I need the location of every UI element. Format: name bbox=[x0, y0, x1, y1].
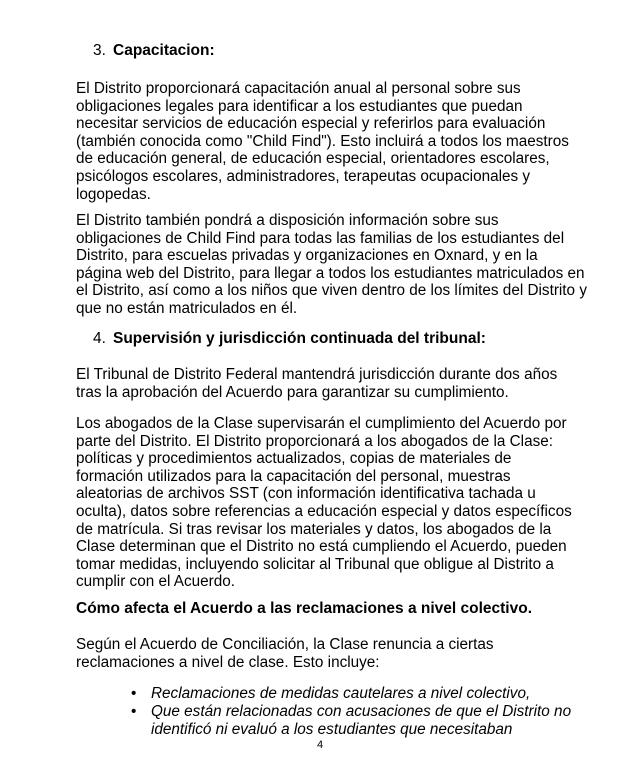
text-line: Según el Acuerdo de Conciliación, la Clase renuncia a ciertas bbox=[76, 636, 494, 653]
text-line: de matrícula. Si tras revisar los materiales y datos, los abogados de la bbox=[76, 520, 552, 538]
section-3-heading bbox=[93, 42, 215, 60]
text-line: reclamaciones a nivel de clase. Esto incluye: bbox=[76, 653, 380, 671]
bullet-marker: • bbox=[131, 703, 137, 720]
text-line: logopedas. bbox=[76, 185, 151, 203]
text-line: Clase determinan que el Distrito no está cumpliendo el Acuerdo, pueden bbox=[76, 538, 567, 556]
section-4-number: 4. bbox=[93, 330, 106, 347]
text-line: el Distrito, así como a los niños que viven dentro de los límites del Distrito y bbox=[76, 282, 587, 300]
list-item-text: identificó ni evaluó a los estudiantes que necesitaban bbox=[151, 721, 513, 738]
text-line: Distrito, para escuelas privadas y organizaciones en Oxnard, y en la bbox=[76, 247, 538, 265]
text-line: formación utilizados para la capacitación del personal, muestras bbox=[76, 467, 511, 485]
text-line: políticas y procedimientos actualizados, copias de materiales de bbox=[76, 450, 512, 468]
class-claims-heading: Cómo afecta el Acuerdo a las reclamaciones a nivel colectivo. bbox=[76, 600, 533, 617]
text-line: Los abogados de la Clase supervisarán el cumplimiento del Acuerdo por bbox=[76, 415, 567, 432]
section-3-title: Capacitacion: bbox=[113, 42, 215, 59]
paragraph-training bbox=[76, 80, 576, 203]
text-line: tras la aprobación del Acuerdo para garantizar su cumplimiento. bbox=[76, 383, 509, 401]
text-line: aleatorias de archivos SST (con información identificativa tachada u bbox=[76, 485, 536, 503]
paragraph-child-find-info bbox=[76, 212, 587, 318]
list-item bbox=[128, 703, 572, 739]
text-line: tomar medidas, incluyendo solicitar al Tribunal que obligue al Distrito a bbox=[76, 555, 554, 573]
paragraph-release bbox=[76, 636, 576, 671]
list-item-text: Que están relacionadas con acusaciones de que el Distrito no bbox=[151, 703, 572, 720]
paragraph-monitoring bbox=[76, 415, 576, 591]
text-line: oculta), datos sobre referencias a educación especial y datos específicos bbox=[76, 502, 572, 520]
text-line: obligaciones legales para identificar a los estudiantes que puedan bbox=[76, 97, 523, 115]
text-line: (también conocida como "Child Find"). Esto incluirá a todos los maestros bbox=[76, 132, 569, 150]
text-line: psicólogos escolares, administradores, terapeutas ocupacionales y bbox=[76, 167, 531, 185]
text-line: El Distrito también pondrá a disposición información sobre sus bbox=[76, 212, 499, 229]
released-claims-list bbox=[128, 685, 572, 739]
text-line: de educación general, de educación especial, orientadores escolares, bbox=[76, 150, 550, 168]
paragraph-jurisdiction bbox=[76, 366, 576, 401]
section-4-heading bbox=[93, 330, 486, 348]
text-line: El Distrito proporcionará capacitación anual al personal sobre sus bbox=[76, 80, 521, 97]
list-item-text: Reclamaciones de medidas cautelares a nivel colectivo, bbox=[151, 685, 531, 702]
section-4-title: Supervisión y jurisdicción continuada del tribunal: bbox=[113, 330, 486, 347]
bullet-marker: • bbox=[131, 685, 137, 702]
section-3-number: 3. bbox=[93, 42, 106, 59]
text-line: El Tribunal de Distrito Federal mantendrá jurisdicción durante dos años bbox=[76, 366, 558, 383]
text-line: cumplir con el Acuerdo. bbox=[76, 573, 235, 591]
text-line: parte del Distrito. El Distrito proporcionará a los abogados de la Clase: bbox=[76, 432, 553, 450]
text-line: necesitar servicios de educación especial y referirlos para evaluación bbox=[76, 115, 546, 133]
text-line: que no están matriculados en él. bbox=[76, 299, 298, 317]
list-item bbox=[128, 685, 568, 703]
text-line: obligaciones de Child Find para todas las familias de los estudiantes del bbox=[76, 229, 565, 247]
text-line: página web del Distrito, para llegar a todos los estudiantes matriculados en bbox=[76, 264, 585, 282]
page-number: 4 bbox=[316, 739, 324, 751]
